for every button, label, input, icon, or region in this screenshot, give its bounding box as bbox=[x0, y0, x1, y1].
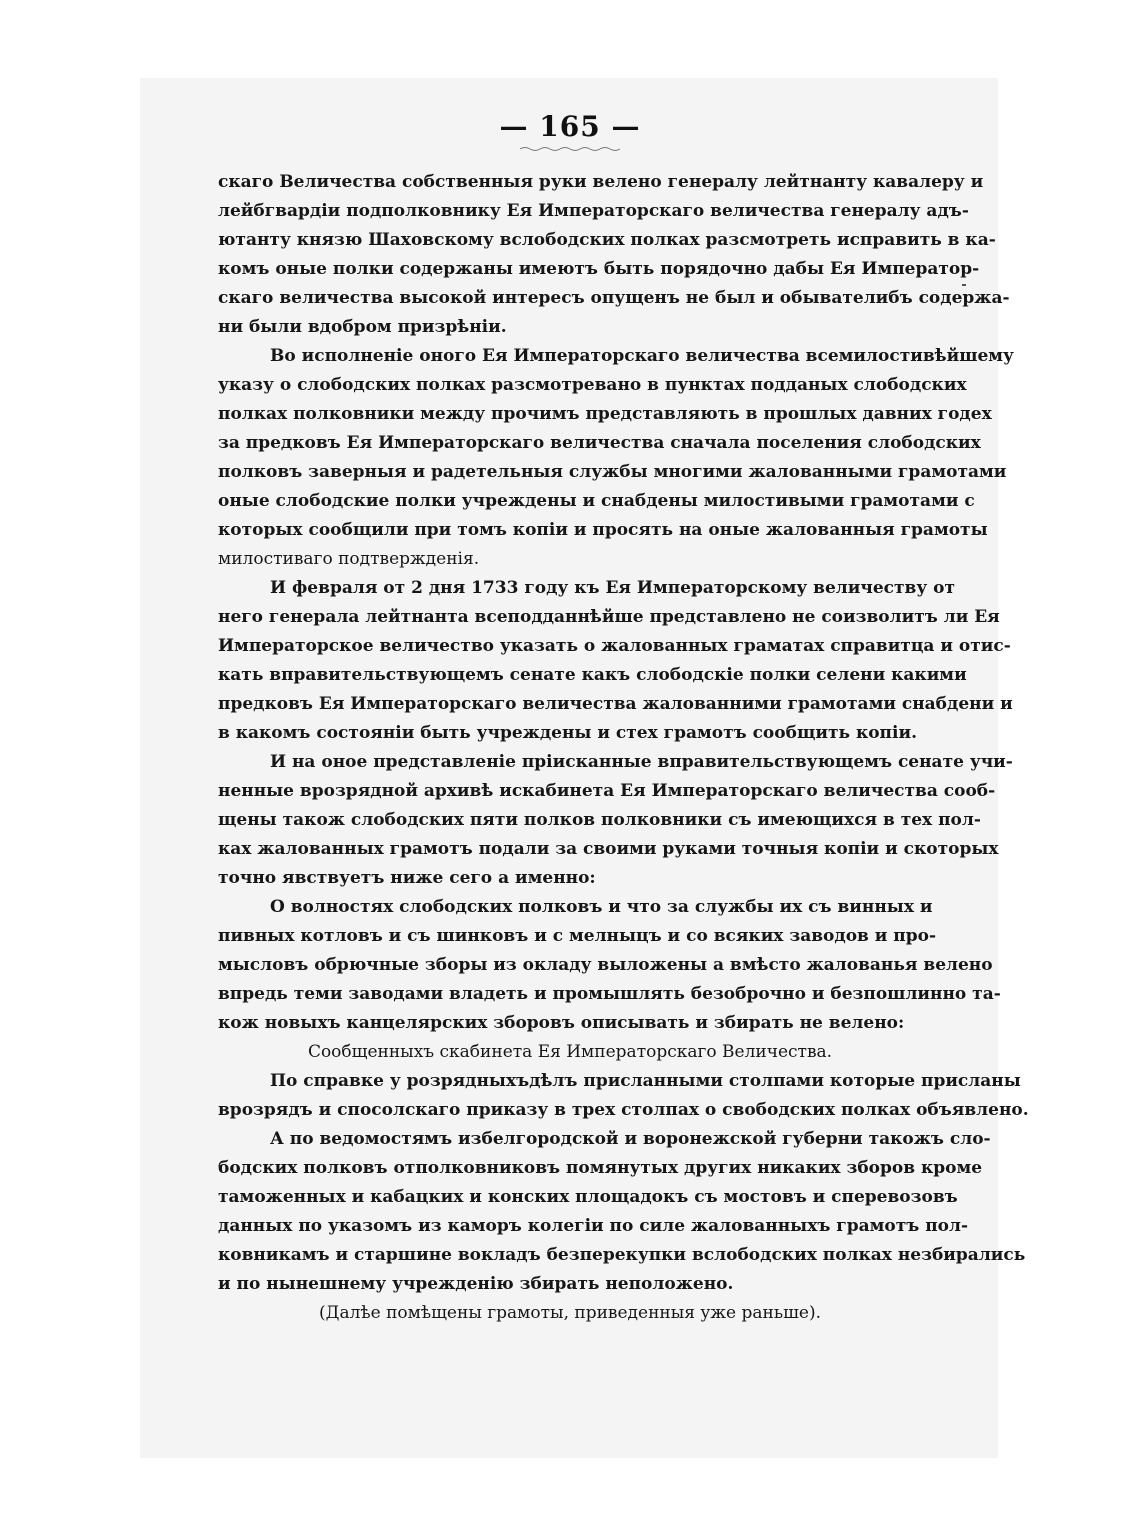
text-line: в какомъ состояніи быть учреждены и стех грамотъ сообщить копіи. bbox=[218, 723, 917, 743]
text-line: предковъ Ея Императорскаго величества жалованними грамотами снабдени и bbox=[218, 694, 1013, 714]
page-number: — 165 — bbox=[499, 110, 641, 143]
text-line: скаго Величества собственныя руки велено генералу лейтнанту кавалеру и bbox=[218, 172, 984, 192]
text-line: него генерала лейтнанта всеподданнѣйше представлено не соизволитъ ли Ея bbox=[218, 607, 1000, 627]
section-heading: Сообщенныхъ скабинета Ея Императорскаго Величества. bbox=[307, 1042, 833, 1062]
text-line: которых сообщили при томъ копіи и просять на оные жалованныя грамоты bbox=[218, 520, 988, 540]
text-line: за предковъ Ея Императорскаго величества сначала поселения слободских bbox=[218, 433, 981, 453]
text-line: скаго величества высокой интересъ опущенъ не был и обывателибъ содержа- bbox=[218, 288, 1010, 308]
flourish-decoration bbox=[520, 145, 620, 153]
margin-mark bbox=[962, 284, 966, 286]
text-line: и по нынешнему учрежденію збирать неположено. bbox=[218, 1274, 734, 1294]
text-line: И на оное представленіе пріисканные вправительствующемъ сенате учи- bbox=[270, 752, 1013, 772]
closing-note: (Далѣе помѣщены грамоты, приведенныя уже раньше). bbox=[318, 1303, 822, 1323]
text-line: врозрядъ и спосолскаго приказу в трех столпах о свободских полках объявлено. bbox=[218, 1100, 1029, 1120]
text-line: комъ оные полки содержаны имеютъ быть порядочно дабы Ея Император- bbox=[218, 259, 980, 279]
text-line: бодских полковъ отполковниковъ помянутых других никаких зборов кроме bbox=[218, 1158, 983, 1178]
text-line: кож новыхъ канцелярских зборовъ описывать и збирать не велено: bbox=[218, 1013, 905, 1033]
text-line: полковъ заверныя и радетельныя службы многими жалованными грамотами bbox=[218, 462, 1007, 482]
text-line: оные слободские полки учреждены и снабдены милостивыми грамотами с bbox=[218, 491, 975, 511]
text-line: ненные врозрядной архивѣ искабинета Ея Императорскаго величества сооб- bbox=[218, 781, 996, 801]
text-line: А по ведомостямъ избелгородской и воронежской губерни такожъ сло- bbox=[270, 1129, 991, 1149]
text-line: ютанту князю Шаховскому вслободских полках разсмотреть исправить в ка- bbox=[218, 230, 996, 250]
text-line: точно явствуетъ ниже сего а именно: bbox=[218, 868, 596, 888]
text-line: О волностях слободских полковъ и что за службы их съ винных и bbox=[270, 897, 933, 917]
text-line: ковникамъ и старшине вокладъ безперекупки вслободских полках незбирались bbox=[218, 1245, 1026, 1265]
text-line: щены також слободских пяти полков полковники съ имеющихся в тех пол- bbox=[218, 810, 981, 830]
text-line: лейбгвардіи подполковнику Ея Императорскаго величества генералу адъ- bbox=[218, 201, 969, 221]
text-line: ках жалованных грамотъ подали за своими руками точныя копіи и скоторых bbox=[218, 839, 999, 859]
text-line: мысловъ обрючные зборы из окладу выложены а вмѣсто жалованья велено bbox=[218, 955, 993, 975]
text-line: пивных котловъ и съ шинковъ и с мелныцъ и со всяких заводов и про- bbox=[218, 926, 937, 946]
text-line: кать вправительствующемъ сенате какъ слободскіе полки селени какими bbox=[218, 665, 967, 685]
text-line: указу о слободских полках разсмотревано в пунктах подданых слободских bbox=[218, 375, 967, 395]
body-text bbox=[218, 168, 1029, 1328]
text-line: Во исполненіе оного Ея Императорскаго величества всемилостивѣйшему bbox=[270, 346, 1014, 366]
text-line: таможенных и кабацких и конских площадокъ съ мостовъ и сперевозовъ bbox=[218, 1187, 958, 1207]
text-line: По справке у розрядныхъдѣлъ присланными столпами которые присланы bbox=[270, 1071, 1021, 1091]
text-line: полках полковники между прочимъ представляють в прошлых давних годех bbox=[218, 404, 992, 424]
text-line: впредь теми заводами владеть и промышлять безоброчно и безпошлинно та- bbox=[218, 984, 1001, 1004]
text-line: Императорское величество указать о жалованных граматах справитца и отис- bbox=[218, 636, 1011, 656]
text-line: милостиваго подтвержденія. bbox=[218, 549, 480, 569]
text-line: ни были вдобром призрѣніи. bbox=[218, 317, 507, 337]
text-line: И февраля от 2 дня 1733 году къ Ея Императорскому величеству от bbox=[270, 578, 956, 598]
text-line: данных по указомъ из каморъ колегіи по силе жалованныхъ грамотъ пол- bbox=[218, 1216, 969, 1236]
